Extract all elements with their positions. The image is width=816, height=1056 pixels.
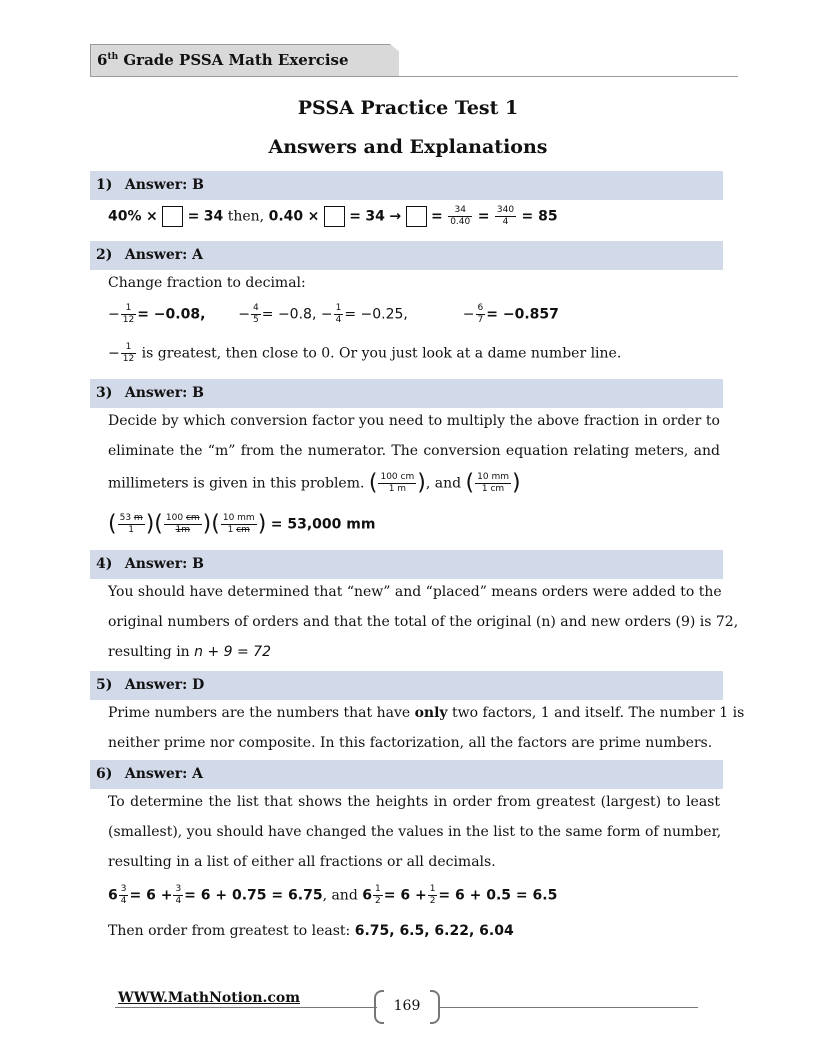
q6-line-5: Then order from greatest to least: 6.75, 6.5, 6.22, 6.04 <box>108 923 514 939</box>
q4-line-3: resulting in n + 9 = 72 <box>108 644 271 660</box>
q4-line-2: original numbers of orders and that the total of the original (n) and new orders (9) is 72, <box>108 614 739 630</box>
q2-conversions: − $\frac{1}{12}$ = −0.08, − $\frac{4}{5}$ = −0.8, − $\frac{1}{4}$ = −0.25, − $\frac{6}{7}$ = −0.857 <box>108 303 559 325</box>
page-bracket-right <box>430 990 440 1024</box>
q6-line-2: (smallest), you should have changed the values in the list to the same form of number, <box>108 824 722 840</box>
q4-line-1: You should have determined that “new” and “placed” means orders were added to the <box>108 584 722 600</box>
footer-rule-left <box>115 1007 377 1008</box>
blank-box <box>324 206 345 227</box>
q2-intro: Change fraction to decimal: <box>108 275 306 291</box>
q3-line-1: Decide by which conversion factor you need to multiply the above fraction in order to <box>108 413 720 429</box>
q5-line-2: neither prime nor composite. In this factorization, all the factors are prime numbers. <box>108 735 713 751</box>
q6-equation: 6 $\frac{3}{4}$ = 6 + $\frac{3}{4}$ = 6 + 0.75 = 6.75, and 6 $\frac{1}{2}$ = 6 + $\frac{1}{2}$ = 6 + 0.5 = 6.5 <box>108 884 558 906</box>
answer-bar-1: 1) Answer: B <box>90 171 723 200</box>
footer-website: WWW.MathNotion.com <box>118 990 301 1006</box>
q3-line-3: millimeters is given in this problem. ( $\frac{100 cm}{1 m}$ ), and ( $\frac{10 mm}{1 cm}$ ) <box>108 470 521 496</box>
blank-box <box>406 206 427 227</box>
header-title: 6th Grade PSSA Math Exercise <box>97 51 349 69</box>
answer-bar-5: 5) Answer: D <box>90 671 723 700</box>
blank-box <box>162 206 183 227</box>
footer-rule-right <box>438 1007 698 1008</box>
answer-bar-4: 4) Answer: B <box>90 550 723 579</box>
page-bracket-left <box>374 990 384 1024</box>
q6-line-3: resulting in a list of either all fractions or all decimals. <box>108 854 496 870</box>
answer-bar-3: 3) Answer: B <box>90 379 723 408</box>
q6-line-1: To determine the list that shows the heights in order from greatest (largest) to least <box>108 794 720 810</box>
q3-line-2: eliminate the “m” from the numerator. The conversion equation relating meters, and <box>108 443 720 459</box>
page-subtitle: Answers and Explanations <box>268 136 548 158</box>
q3-equation: ( $\frac{53 m}{1}$ )( $\frac{100 cm}{1m}$ )( $\frac{10 mm}{1 cm}$ ) = 53,000 mm <box>108 511 376 537</box>
page-number: 169 <box>393 998 421 1014</box>
q2-conclusion: − $\frac{1}{12}$ is greatest, then close to 0. Or you just look at a dame number line. <box>108 342 622 364</box>
q5-line-1: Prime numbers are the numbers that have only two factors, 1 and itself. The number 1 is <box>108 705 745 721</box>
page-title: PSSA Practice Test 1 <box>297 97 519 119</box>
answer-bar-2: 2) Answer: A <box>90 241 723 270</box>
answer-bar-6: 6) Answer: A <box>90 760 723 789</box>
q1-equation: 40% × = 34 then, 0.40 × = 34 → = $\frac{34}{0.40}$ = $\frac{340}{4}$ = 85 <box>108 205 558 227</box>
header-rule <box>90 76 738 77</box>
